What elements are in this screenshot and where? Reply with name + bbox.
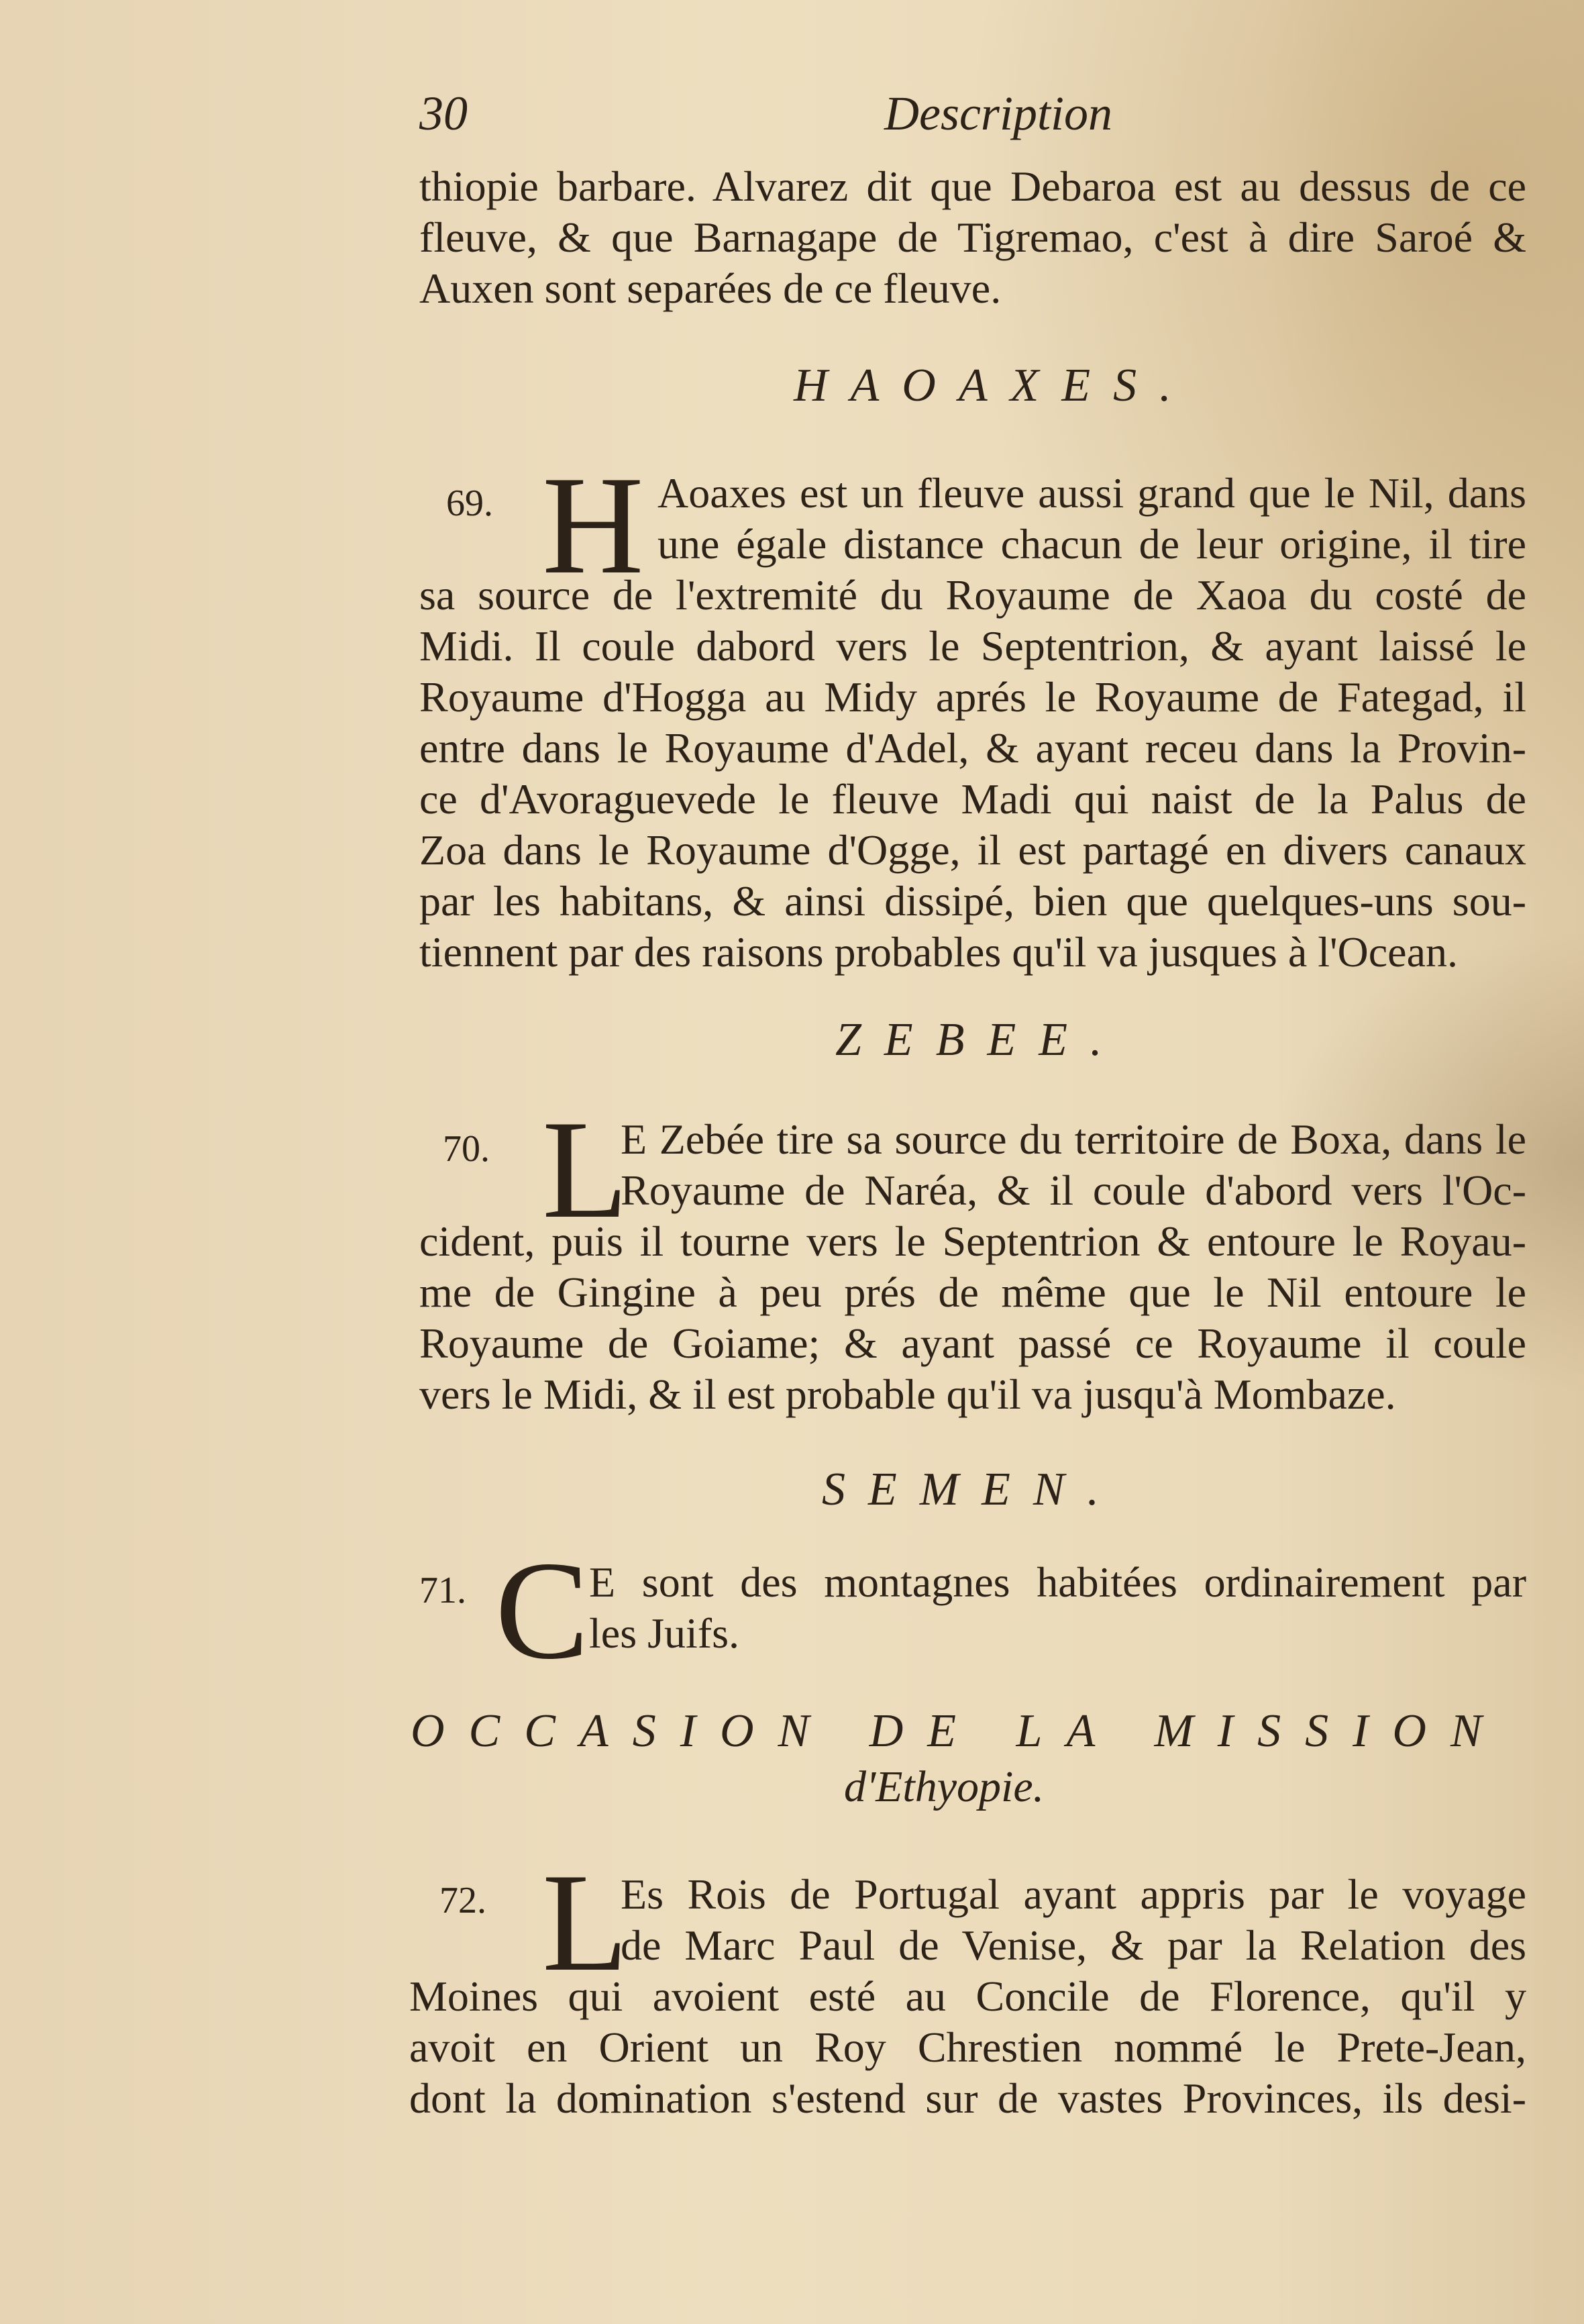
text-line: par les habitans, & ainsi dissipé, bien que quelques-uns sou- <box>419 877 1526 925</box>
text-line: Auxen sont separées de ce fleuve. <box>419 264 1002 312</box>
text-line: ce d'Avoraguevede le fleuve Madi qui naist de la Palus de <box>419 775 1526 823</box>
section-heading: SEMEN. <box>822 1464 1122 1515</box>
drop-cap: C <box>495 1533 590 1688</box>
text-line: vers le Midi, & il est probable qu'il va jusqu'à Mombaze. <box>419 1370 1396 1418</box>
text-line: Royaume de Goiame; & ayant passé ce Royaume il coule <box>419 1319 1526 1367</box>
drop-cap: L <box>542 1092 629 1248</box>
text-line: me de Gingine à peu prés de même que le Nil entoure le <box>419 1268 1526 1316</box>
paragraph-69-body <box>419 570 1526 978</box>
text-line: fleuve, & que Barnagape de Tigremao, c'est à dire Saroé & <box>419 213 1526 261</box>
section-heading: OCCASION DE LA MISSION <box>411 1705 1506 1757</box>
paragraph-71 <box>589 1557 1526 1659</box>
paragraph-69-lead <box>657 468 1526 570</box>
drop-cap: L <box>542 1845 629 2001</box>
section-subheading: d'Ethyopie. <box>844 1762 1045 1811</box>
paragraph-72-lead <box>621 1869 1526 1971</box>
text-line: E sont des montagnes habitées ordinairement par <box>589 1558 1526 1606</box>
paragraph-number: 70. <box>443 1128 490 1170</box>
paragraph-number: 72. <box>439 1880 486 1921</box>
text-line: E Zebée tire sa source du territoire de Boxa, dans le <box>621 1115 1526 1163</box>
text-line: Royaume de Naréa, & il coule d'abord vers l'Oc- <box>621 1166 1526 1214</box>
paragraph-70-body <box>419 1216 1526 1420</box>
running-title: Description <box>884 87 1112 140</box>
page-number: 30 <box>419 87 468 140</box>
paragraph-number: 69. <box>446 483 493 524</box>
drop-cap: H <box>542 448 644 603</box>
text-line: tiennent par des raisons probables qu'il va jusques à l'Ocean. <box>419 928 1458 976</box>
text-line: une égale distance chacun de leur origine, il tire <box>657 520 1526 568</box>
text-line: les Juifs. <box>589 1609 739 1657</box>
text-line: cident, puis il tourne vers le Septentrion & entoure le Royau- <box>419 1217 1526 1265</box>
paragraph-72-body <box>409 1971 1526 2124</box>
text-line: thiopie barbare. Alvarez dit que Debaroa est au dessus de ce <box>419 162 1526 210</box>
section-heading: ZEBEE. <box>835 1014 1125 1066</box>
text-line: Moines qui avoient esté au Concile de Florence, qu'il y <box>409 1972 1526 2020</box>
text-line: entre dans le Royaume d'Adel, & ayant receu dans la Provin- <box>419 724 1526 772</box>
text-line: Royaume d'Hogga au Midy aprés le Royaume de Fategad, il <box>419 673 1526 721</box>
text-line: sa source de l'extremité du Royaume de Xaoa du costé de <box>419 571 1526 619</box>
paragraph-number: 71. <box>419 1570 466 1611</box>
text-line: Es Rois de Portugal ayant appris par le voyage <box>621 1870 1526 1918</box>
text-line: dont la domination s'estend sur de vastes Provinces, ils desi- <box>409 2074 1526 2122</box>
text-line: de Marc Paul de Venise, & par la Relation des <box>621 1921 1526 1969</box>
intro-paragraph <box>419 161 1526 314</box>
text-line: avoit en Orient un Roy Chrestien nommé le Prete-Jean, <box>409 2023 1526 2071</box>
text-line: Zoa dans le Royaume d'Ogge, il est partagé en divers canaux <box>419 826 1526 874</box>
section-heading: HAOAXES. <box>794 360 1194 411</box>
text-line: Midi. Il coule dabord vers le Septentrion, & ayant laissé le <box>419 622 1526 670</box>
text-line: Aoaxes est un fleuve aussi grand que le Nil, dans <box>657 469 1526 517</box>
paragraph-70-lead <box>621 1114 1526 1216</box>
